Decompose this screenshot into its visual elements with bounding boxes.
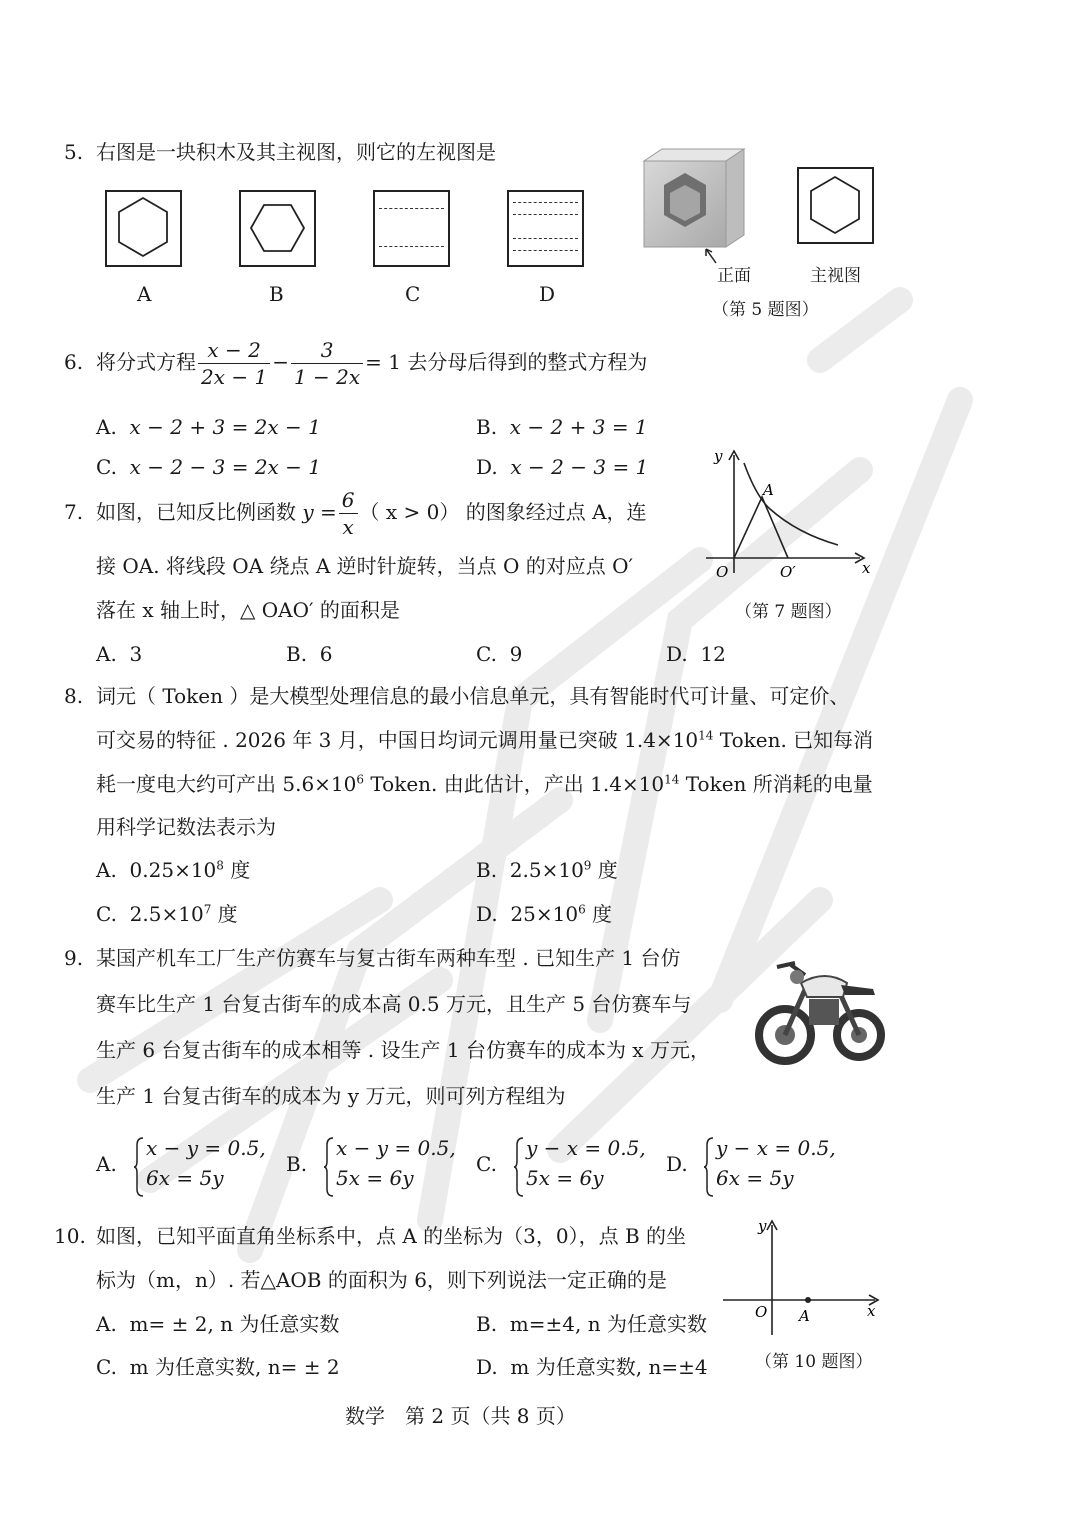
q10-option-a-text: m= ± 2, n 为任意实数 xyxy=(129,1312,340,1336)
dashed-line xyxy=(513,238,578,239)
q5-option-c-label: C xyxy=(405,282,421,306)
q10-option-c xyxy=(96,1353,340,1381)
q8-option-a-letter: A. xyxy=(96,858,117,882)
q9-option-d-eq1: y − x = 0.5, xyxy=(716,1136,836,1160)
q7-option-b-letter: B. xyxy=(286,642,308,666)
q8-option-b-unit: 度 xyxy=(591,858,618,882)
q10-option-a-letter: A. xyxy=(96,1312,117,1336)
q6-stem xyxy=(96,334,647,390)
q6-option-b xyxy=(476,413,648,441)
left-brace-icon xyxy=(324,1137,334,1197)
q6-option-a xyxy=(96,413,321,441)
point-a xyxy=(805,1297,811,1303)
q8-number: 8. xyxy=(64,684,84,708)
q9-option-c-letter: C. xyxy=(476,1152,497,1176)
hexagon-icon xyxy=(107,192,180,265)
q7-option-a-text: 3 xyxy=(129,642,143,666)
q8-line-2-b: Token. 已知每消 xyxy=(713,728,874,752)
left-brace-icon xyxy=(704,1137,714,1197)
q9-line-3: 生产 6 台复古街车的成本相等 . 设生产 1 台仿赛车的成本为 x 万元， xyxy=(96,1038,710,1062)
q5-caption: （第 5 题图） xyxy=(712,300,819,320)
q10-option-b-text: m=±4, n 为任意实数 xyxy=(509,1312,707,1336)
q9-line-2: 赛车比生产 1 台复古街车的成本高 0.5 万元，且生产 5 台仿赛车与 xyxy=(96,992,692,1016)
q6-fraction-2-numerator: 3 xyxy=(291,337,363,364)
q7-option-d-text: 12 xyxy=(700,642,726,666)
page-footer: 数学 第 2 页（共 8 页） xyxy=(345,1404,576,1428)
q7-fig-y-label: y xyxy=(714,447,723,465)
q7-option-d-letter: D. xyxy=(666,642,688,666)
dashed-line xyxy=(379,246,444,247)
q8-option-d xyxy=(476,900,612,928)
q8-option-b-exponent: 9 xyxy=(583,858,592,873)
q8-line-2 xyxy=(96,726,873,754)
q9-number: 9. xyxy=(64,946,84,970)
q8-line-3-a: 耗一度电大约可产出 5.6×10 xyxy=(96,772,357,796)
q8-line-3-exponent-2: 14 xyxy=(664,772,680,787)
q7-function-y: y = xyxy=(302,500,337,524)
q10-option-b-letter: B. xyxy=(476,1312,498,1336)
q6-fraction-1-numerator: x − 2 xyxy=(198,337,270,364)
q8-line-1: 词元（ Token ）是大模型处理信息的最小信息单元，具有智能时代可计量、可定价、 xyxy=(96,684,850,708)
q7-fraction-numerator: 6 xyxy=(339,487,358,514)
q7-line-1-pre: 如图，已知反比例函数 xyxy=(96,500,296,524)
q10-number: 10. xyxy=(54,1224,86,1248)
q9-option-a-letter: A. xyxy=(96,1152,117,1176)
q8-option-d-letter: D. xyxy=(476,902,498,926)
triangle-oao xyxy=(734,497,788,558)
q6-option-b-letter: B. xyxy=(476,415,498,439)
q5-option-b-figure xyxy=(239,190,316,267)
q10-line-2: 标为（m，n）. 若△AOB 的面积为 6，则下列说法一定正确的是 xyxy=(96,1268,667,1292)
q8-line-3-b: Token. 由此估计，产出 1.4×10 xyxy=(364,772,665,796)
q7-option-c-letter: C. xyxy=(476,642,497,666)
q5-stem: 右图是一块积木及其主视图，则它的左视图是 xyxy=(96,140,496,164)
q10-caption: （第 10 题图） xyxy=(755,1352,873,1372)
q7-option-a-letter: A. xyxy=(96,642,117,666)
q9-option-c-eq2: 5x = 6y xyxy=(526,1166,604,1190)
q8-option-b-letter: B. xyxy=(476,858,498,882)
q10-fig-y-label: y xyxy=(758,1217,767,1235)
q8-line-2-exponent: 14 xyxy=(698,728,714,743)
q9-option-a-eq2: 6x = 5y xyxy=(146,1166,224,1190)
q6-fraction-2-denominator: 1 − 2x xyxy=(293,365,361,389)
q7-line-2: 接 OA. 将线段 OA 绕点 A 逆时针旋转，当点 O 的对应点 O′ xyxy=(96,554,634,578)
q5-main-view-label: 主视图 xyxy=(810,266,861,286)
q9-option-b-eq2: 5x = 6y xyxy=(336,1166,414,1190)
q7-graph-figure xyxy=(700,445,885,585)
q10-fig-o-label: O xyxy=(755,1303,768,1321)
q6-option-c-text: x − 2 − 3 = 2x − 1 xyxy=(129,455,322,479)
q7-caption: （第 7 题图） xyxy=(735,602,842,622)
q5-option-a-figure xyxy=(105,190,182,267)
q7-option-c-text: 9 xyxy=(509,642,523,666)
dashed-line xyxy=(379,208,444,209)
dashed-line xyxy=(513,250,578,251)
hexagon-icon xyxy=(799,169,872,242)
q6-minus: − xyxy=(272,350,289,374)
q9-motorcycle-image xyxy=(755,945,885,1070)
q9-option-d-letter: D. xyxy=(666,1152,688,1176)
q6-option-d xyxy=(476,453,648,481)
q10-option-d xyxy=(476,1353,708,1381)
q5-option-b-label: B xyxy=(269,282,284,306)
q9-option-b-eq1: x − y = 0.5, xyxy=(336,1136,456,1160)
q9-option-c-eq1: y − x = 0.5, xyxy=(526,1136,646,1160)
q7-option-c xyxy=(476,640,522,668)
q10-option-c-text: m 为任意实数, n= ± 2 xyxy=(129,1355,340,1379)
q10-option-a xyxy=(96,1310,339,1338)
q6-fraction-2 xyxy=(291,337,363,390)
q6-option-d-letter: D. xyxy=(476,455,498,479)
q8-option-c-exponent: 7 xyxy=(203,902,212,917)
q7-fig-o-prime-label: O′ xyxy=(780,563,796,581)
q9-option-d-eq2: 6x = 5y xyxy=(716,1166,794,1190)
left-brace-icon xyxy=(514,1137,524,1197)
q8-option-b-base: 2.5×10 xyxy=(509,858,584,882)
q8-option-a-base: 0.25×10 xyxy=(129,858,217,882)
q8-option-a xyxy=(96,856,250,884)
q5-option-d-figure xyxy=(507,190,584,267)
q5-option-a-label: A xyxy=(137,282,152,306)
q10-option-c-letter: C. xyxy=(96,1355,117,1379)
q6-option-d-text: x − 2 − 3 = 1 xyxy=(510,455,649,479)
q8-option-a-unit: 度 xyxy=(223,858,251,882)
q7-option-b xyxy=(286,640,333,668)
q8-option-c-unit: 度 xyxy=(211,902,238,926)
q9-option-b-letter: B. xyxy=(286,1152,308,1176)
q7-option-b-text: 6 xyxy=(319,642,333,666)
q7-line-3: 落在 x 轴上时，△ OAO′ 的面积是 xyxy=(96,598,400,622)
q5-block-image xyxy=(640,145,750,265)
q6-option-a-letter: A. xyxy=(96,415,117,439)
q6-number: 6. xyxy=(64,350,84,374)
q7-fig-o-label: O xyxy=(716,563,729,581)
q7-fraction xyxy=(339,487,358,540)
q10-option-d-text: m 为任意实数, n=±4 xyxy=(510,1355,708,1379)
q7-option-a xyxy=(96,640,142,668)
q9-option-a-eq1: x − y = 0.5, xyxy=(146,1136,266,1160)
q10-coordinate-figure xyxy=(715,1215,885,1340)
q8-option-c-base: 2.5×10 xyxy=(129,902,204,926)
q7-fig-x-label: x xyxy=(862,559,871,577)
q8-line-3-exponent-1: 6 xyxy=(356,772,365,787)
q8-line-2-a: 可交易的特征 . 2026 年 3 月，中国日均词元调用量已突破 1.4×10 xyxy=(96,728,699,752)
q6-stem-post: = 1 去分母后得到的整式方程为 xyxy=(365,350,648,374)
q10-option-d-letter: D. xyxy=(476,1355,498,1379)
q8-option-b xyxy=(476,856,618,884)
q7-number: 7. xyxy=(64,500,84,524)
q5-main-view-figure xyxy=(797,167,874,244)
q6-fraction-1-denominator: 2x − 1 xyxy=(201,365,268,389)
q10-fig-a-label: A xyxy=(799,1307,810,1325)
q10-line-1: 如图，已知平面直角坐标系中，点 A 的坐标为（3，0），点 B 的坐 xyxy=(96,1224,687,1248)
q6-stem-pre: 将分式方程 xyxy=(96,350,196,374)
q7-fraction-denominator: x xyxy=(342,515,354,539)
q7-option-d xyxy=(666,640,726,668)
dashed-line xyxy=(513,214,578,215)
q8-option-d-unit: 度 xyxy=(585,902,613,926)
q6-option-b-text: x − 2 + 3 = 1 xyxy=(509,415,648,439)
q9-line-4: 生产 1 台复古街车的成本为 y 万元，则可列方程组为 xyxy=(96,1084,566,1108)
q6-option-a-text: x − 2 + 3 = 2x − 1 xyxy=(129,415,321,439)
q8-line-3 xyxy=(96,770,873,798)
q8-line-4: 用科学记数法表示为 xyxy=(96,815,276,839)
q5-front-label: 正面 xyxy=(717,266,751,286)
dashed-line xyxy=(513,202,578,203)
q9-line-1: 某国产机车工厂生产仿赛车与复古街车两种车型 . 已知生产 1 台仿 xyxy=(96,946,681,970)
q5-option-d-label: D xyxy=(539,282,556,306)
q5-number: 5. xyxy=(64,140,84,164)
q6-fraction-1 xyxy=(198,337,270,390)
left-brace-icon xyxy=(134,1137,144,1197)
q8-line-3-c: Token 所消耗的电量 xyxy=(679,772,873,796)
q10-fig-x-label: x xyxy=(867,1302,876,1320)
q8-option-d-base: 25×10 xyxy=(510,902,579,926)
q6-option-c xyxy=(96,453,321,481)
q8-option-a-exponent: 8 xyxy=(216,858,224,873)
q6-option-c-letter: C. xyxy=(96,455,117,479)
q7-line-1-post: （ x > 0） 的图象经过点 A，连 xyxy=(359,500,647,524)
q10-option-b xyxy=(476,1310,707,1338)
q8-option-c-letter: C. xyxy=(96,902,117,926)
q7-fig-a-label: A xyxy=(763,481,774,499)
q5-option-c-figure xyxy=(373,190,450,267)
q8-option-d-exponent: 6 xyxy=(578,902,586,917)
hexagon-icon xyxy=(241,192,314,265)
q8-option-c xyxy=(96,900,238,928)
q7-line-1 xyxy=(96,484,647,540)
